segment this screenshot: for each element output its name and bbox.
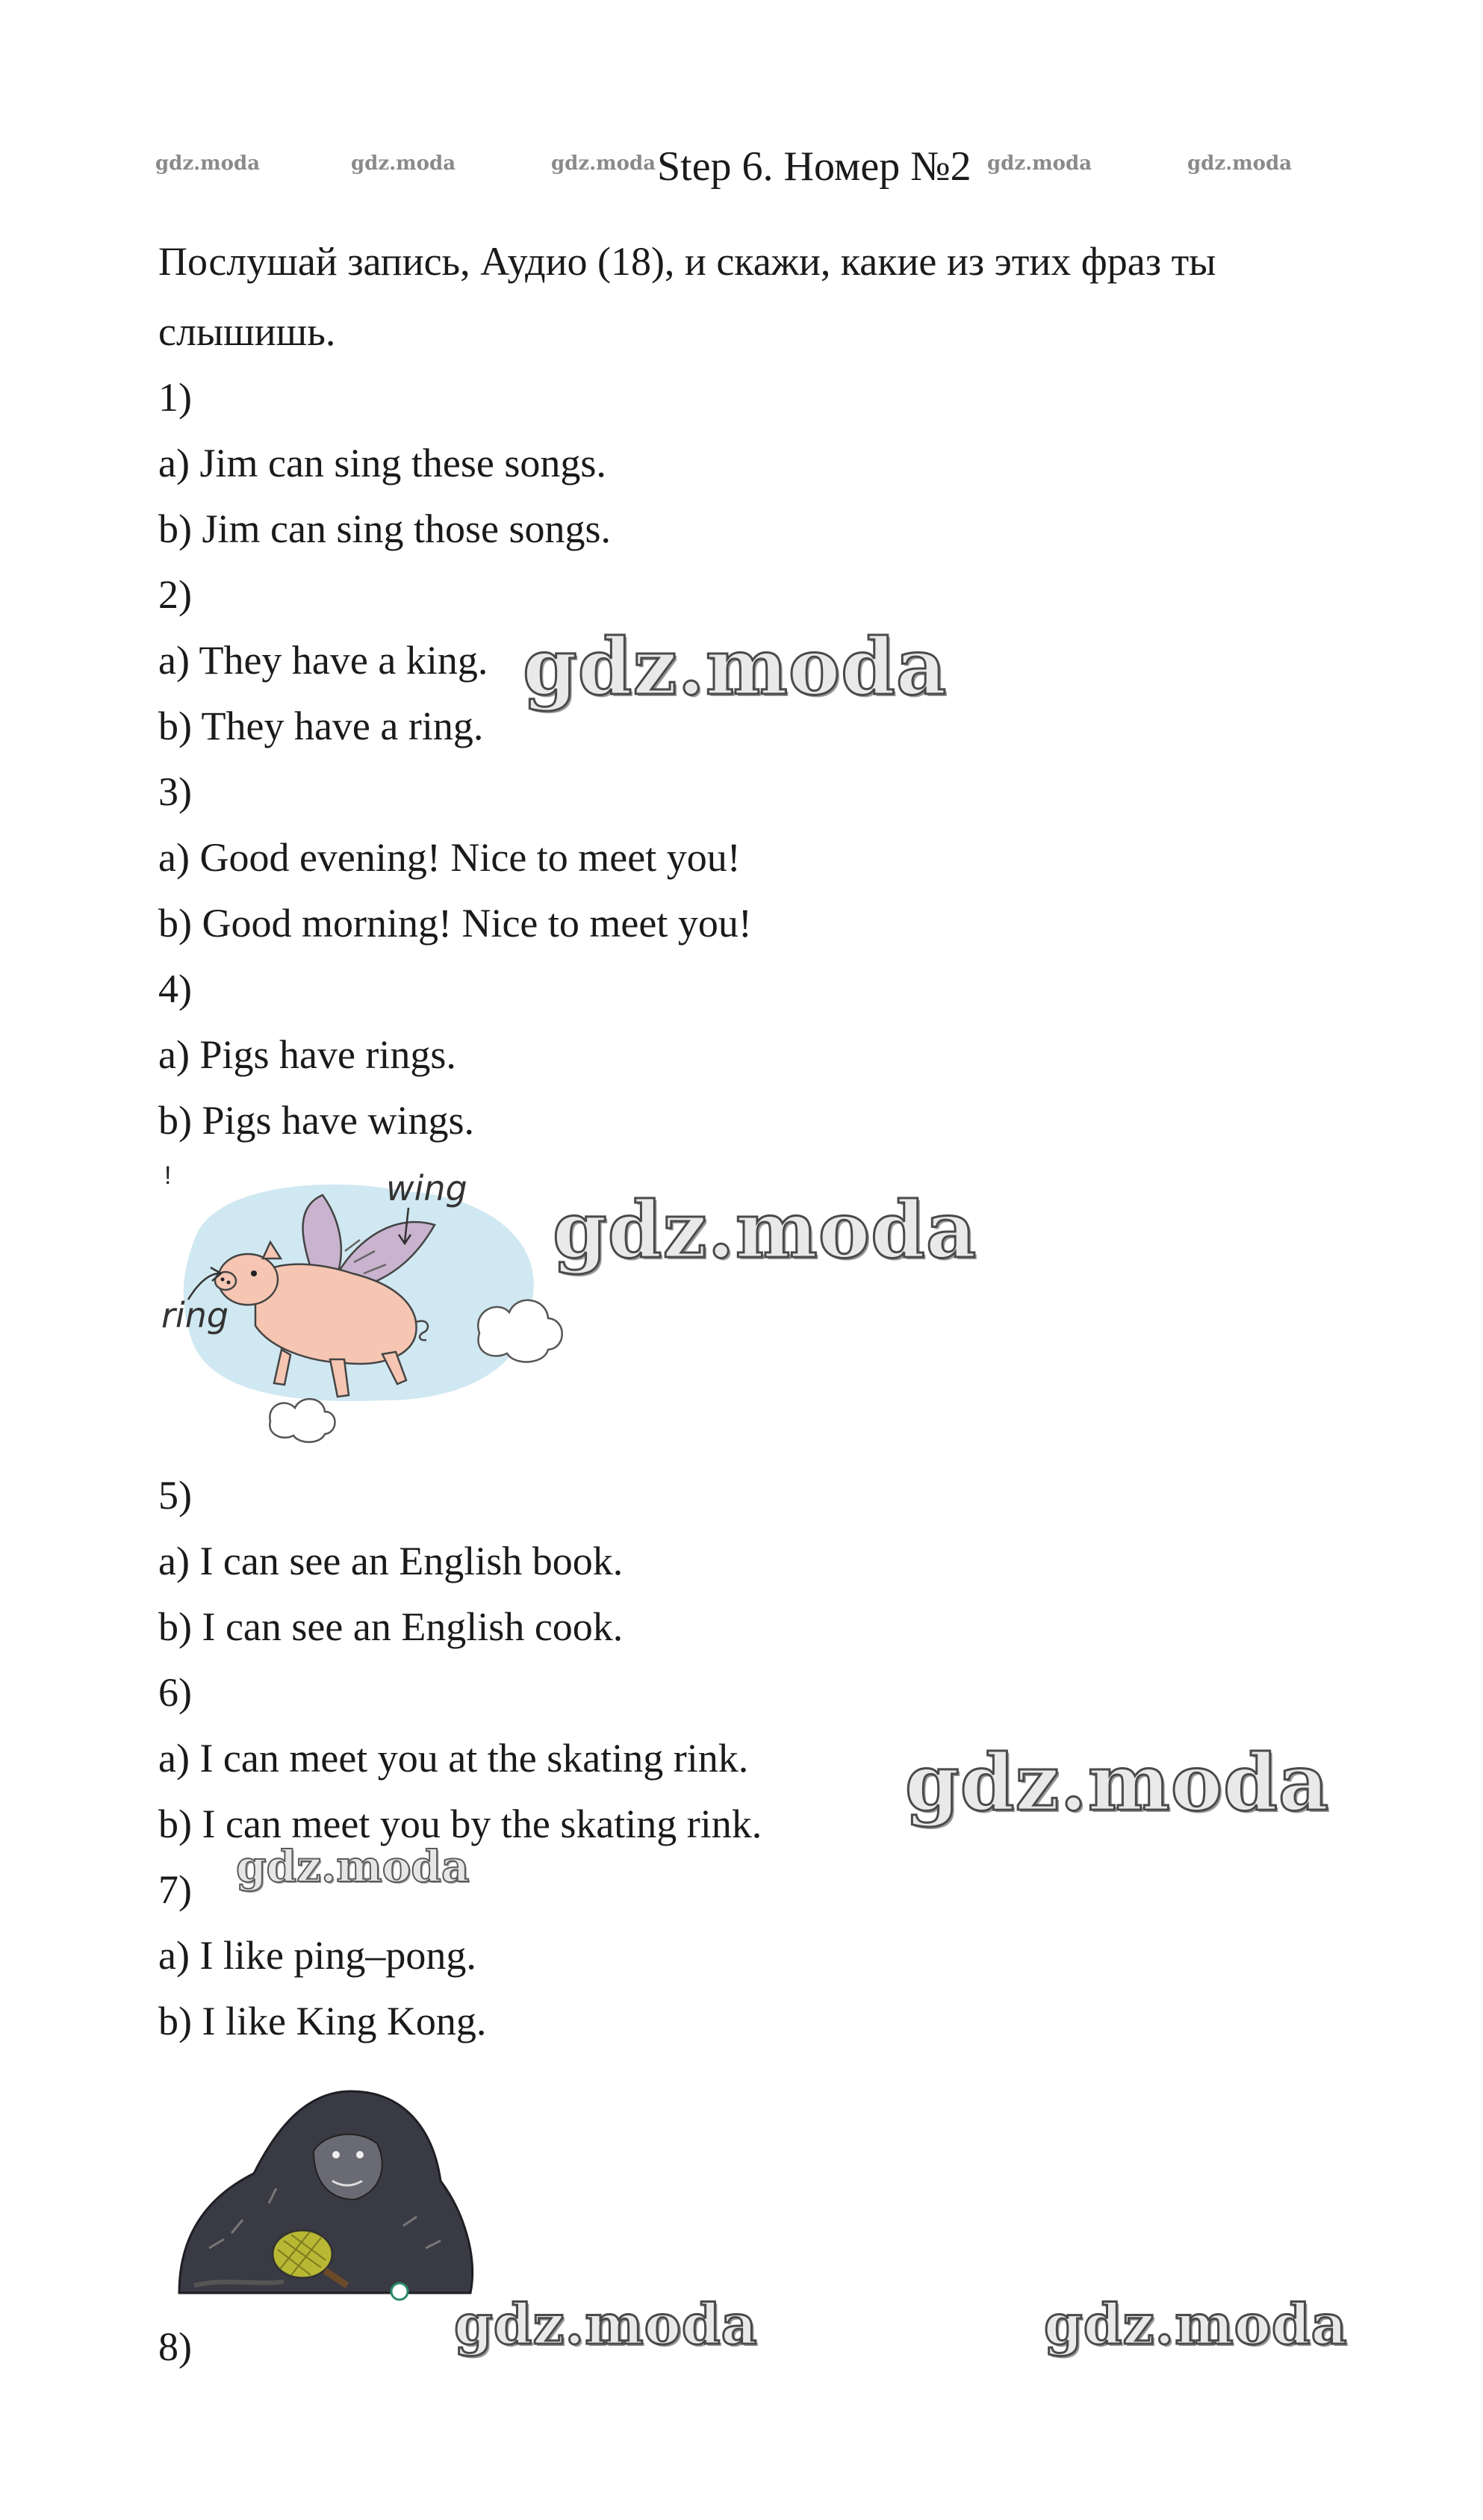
item-1-option-a: a) Jim can sing these songs. (158, 441, 606, 485)
item-4-option-a: a) Pigs have rings. (158, 1032, 456, 1077)
item-number-5: 5) (158, 1473, 192, 1518)
header-watermark-4: gdz.moda (987, 152, 1092, 175)
item-number-1: 1) (158, 375, 192, 420)
item-4-option-b: b) Pigs have wings. (158, 1098, 474, 1143)
item-3-option-a: a) Good evening! Nice to meet you! (158, 835, 741, 880)
instruction-line-2: слышишь. (158, 309, 336, 354)
item-number-8: 8) (158, 2324, 192, 2369)
watermark-large-4: gdz.moda (454, 2293, 758, 2357)
exclamation-mark: ! (164, 1161, 172, 1190)
watermark-mid: gdz.moda (236, 1841, 470, 1892)
item-number-3: 3) (158, 769, 192, 814)
header-watermark-3: gdz.moda (551, 152, 656, 175)
instruction-line-1: Послушай запись, Аудио (18), и скажи, какие из этих фраз ты (158, 239, 1216, 284)
item-number-7: 7) (158, 1867, 192, 1912)
item-2-option-a: a) They have a king. (158, 638, 488, 683)
ring-label: ring (161, 1295, 229, 1335)
header-watermark-1: gdz.moda (155, 152, 261, 175)
item-number-6: 6) (158, 1670, 192, 1715)
item-3-option-b: b) Good morning! Nice to meet you! (158, 901, 752, 946)
header-watermark-5: gdz.moda (1187, 152, 1293, 175)
page-title: Step 6. Номер №2 (657, 143, 971, 190)
item-6-option-b: b) I can meet you by the skating rink. (158, 1801, 762, 1846)
watermark-large-1: gdz.moda (523, 621, 948, 713)
watermark-large-5: gdz.moda (1044, 2293, 1348, 2357)
watermark-large-3: gdz.moda (905, 1737, 1330, 1828)
item-1-option-b: b) Jim can sing those songs. (158, 506, 611, 551)
gorilla-illustration (164, 2061, 508, 2308)
item-2-option-b: b) They have a ring. (158, 704, 484, 748)
flying-pig-illustration (158, 1154, 576, 1453)
item-5-option-b: b) I can see an English cook. (158, 1604, 624, 1649)
ping-pong-ball-icon (391, 2283, 408, 2300)
item-number-2: 2) (158, 572, 192, 617)
item-number-4: 4) (158, 966, 192, 1011)
item-5-option-a: a) I can see an English book. (158, 1539, 624, 1583)
watermark-large-2: gdz.moda (553, 1184, 977, 1276)
item-7-option-a: a) I like ping–pong. (158, 1933, 476, 1978)
item-7-option-b: b) I like King Kong. (158, 1999, 487, 2043)
wing-label: wing (386, 1168, 467, 1208)
header-watermark-2: gdz.moda (351, 152, 456, 175)
item-6-option-a: a) I can meet you at the skating rink. (158, 1736, 749, 1781)
